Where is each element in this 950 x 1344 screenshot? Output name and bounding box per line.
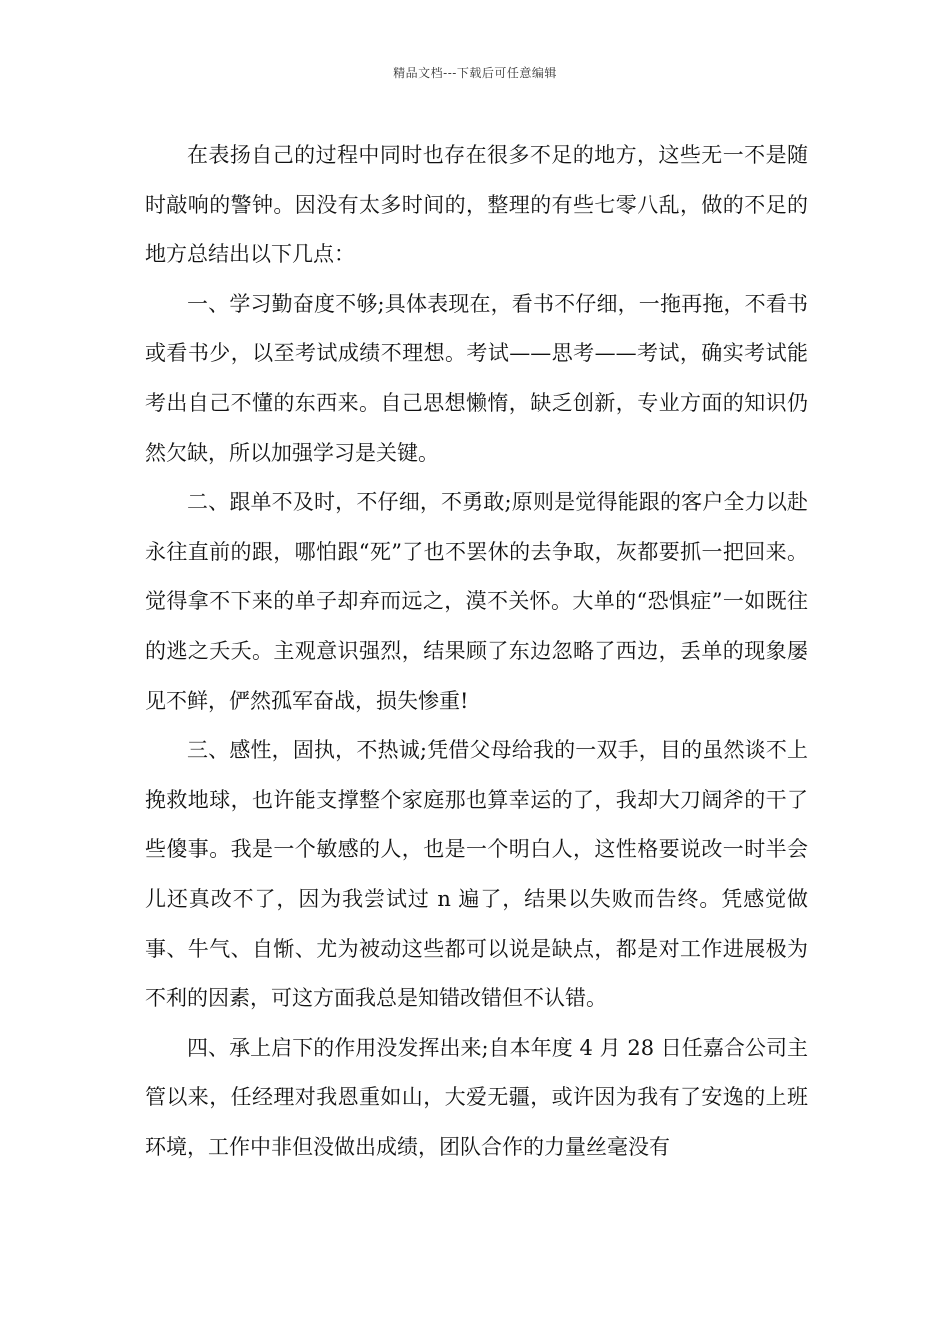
paragraph-point-3: 三、感性，固执，不热诚;凭借父母给我的一双手，目的虽然谈不上挽救地球，也许能支撑整个家庭那也算幸运的了，我却大刀阔斧的干了些傻事。我是一个敏感的人，也是一个明白人，这性格要说改一时半会儿还真改不了，因为我尝试过 n 遍了，结果以失败而告终。凭感觉做事、牛气、自惭、尤为被动这些都可以说是缺点，都是对工作进展极为不利的因素，可这方面我总是知错改错但不认错。: [145, 738, 808, 1011]
paragraph-intro: 在表扬自己的过程中同时也存在很多不足的地方，这些无一不是随时敲响的警钟。因没有太多时间的，整理的有些七零八乱，做的不足的地方总结出以下几点：: [145, 143, 808, 267]
paragraph-point-2: 二、跟单不及时，不仔细，不勇敢;原则是觉得能跟的客户全力以赴永往直前的跟，哪怕跟“死”了也不罢休的去争取，灰都要抓一把回来。觉得拿不下来的单子却弃而远之，漠不关怀。大单的“恐惧症”一如既往的逃之夭夭。主观意识强烈，结果顾了东边忽略了西边，丢单的现象屡见不鲜，俨然孤军奋战，损失惨重!: [145, 490, 808, 713]
paragraph-point-4: 四、承上启下的作用没发挥出来;自本年度 4 月 28 日任嘉合公司主管以来，任经理对我恩重如山，大爱无疆，或许因为我有了安逸的上班环境，工作中非但没做出成绩，团队合作的力量丝毫没有: [145, 1035, 808, 1159]
page-header: 精品文档---下载后可任意编辑: [393, 66, 557, 80]
document-body: [145, 131, 808, 1172]
paragraph-point-1: 一、学习勤奋度不够;具体表现在，看书不仔细，一拖再拖，不看书或看书少，以至考试成绩不理想。考试——思考——考试，确实考试能考出自己不懂的东西来。自己思想懒惰，缺乏创新，专业方面的知识仍然欠缺，所以加强学习是关键。: [145, 291, 808, 465]
